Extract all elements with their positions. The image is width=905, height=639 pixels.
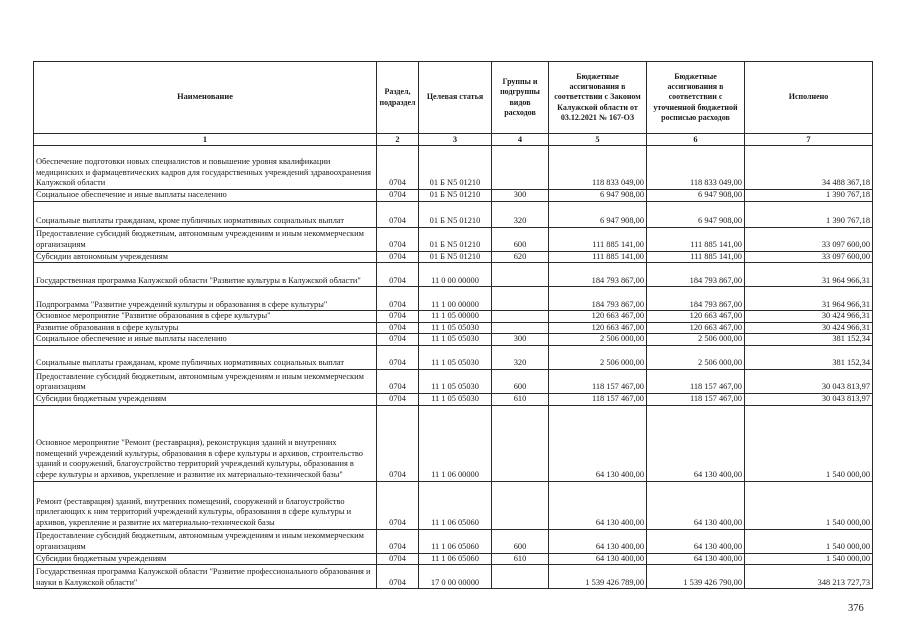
- row-group: 300: [492, 334, 549, 346]
- column-number: 4: [492, 134, 549, 146]
- row-target: 01 Б N5 01210: [419, 227, 492, 251]
- row-law: 64 130 400,00: [549, 405, 647, 481]
- row-target: 11 1 06 00000: [419, 405, 492, 481]
- row-section: 0704: [377, 190, 419, 202]
- budget-table: [33, 61, 873, 589]
- row-target: 11 1 05 05030: [419, 322, 492, 334]
- row-executed: 30 043 813,97: [745, 369, 873, 393]
- table-row: [34, 201, 873, 227]
- row-name: Государственная программа Калужской области "Развитие профессионального образования и науки в Калужской области": [34, 565, 377, 589]
- row-executed: 31 964 966,31: [745, 263, 873, 287]
- row-target: 11 1 05 05030: [419, 334, 492, 346]
- row-refined: 111 885 141,00: [647, 251, 745, 263]
- column-number: 1: [34, 134, 377, 146]
- row-section: 0704: [377, 322, 419, 334]
- row-name: Социальные выплаты гражданам, кроме публичных нормативных социальных выплат: [34, 201, 377, 227]
- row-target: 11 1 05 00000: [419, 311, 492, 323]
- row-target: 11 1 06 05060: [419, 553, 492, 565]
- header-target: Целевая статья: [419, 62, 492, 134]
- table-row: [34, 334, 873, 346]
- row-target: 17 0 00 00000: [419, 565, 492, 589]
- row-target: 11 1 06 05060: [419, 529, 492, 553]
- row-group: 600: [492, 529, 549, 553]
- row-law: 64 130 400,00: [549, 529, 647, 553]
- row-name: Субсидии бюджетным учреждениям: [34, 553, 377, 565]
- row-section: 0704: [377, 201, 419, 227]
- row-target: 11 1 05 05030: [419, 369, 492, 393]
- row-section: 0704: [377, 263, 419, 287]
- header-groups: Группы и подгруппы видов расходов: [492, 62, 549, 134]
- table-row: [34, 345, 873, 369]
- header-section: Раздел, подраздел: [377, 62, 419, 134]
- row-group: 320: [492, 345, 549, 369]
- row-name: Предоставление субсидий бюджетным, автономным учреждениям и иным некоммерческим организациям: [34, 529, 377, 553]
- row-section: 0704: [377, 334, 419, 346]
- row-executed: 348 213 727,73: [745, 565, 873, 589]
- row-group: 300: [492, 190, 549, 202]
- table-row: [34, 565, 873, 589]
- row-refined: 111 885 141,00: [647, 227, 745, 251]
- row-executed: 1 540 000,00: [745, 553, 873, 565]
- row-executed: 31 964 966,31: [745, 287, 873, 311]
- table-row: [34, 190, 873, 202]
- row-executed: 33 097 600,00: [745, 251, 873, 263]
- row-target: 11 1 00 00000: [419, 287, 492, 311]
- row-refined: 2 506 000,00: [647, 345, 745, 369]
- column-number: 2: [377, 134, 419, 146]
- row-executed: 1 540 000,00: [745, 529, 873, 553]
- row-group: [492, 322, 549, 334]
- row-group: [492, 287, 549, 311]
- row-executed: 1 390 767,18: [745, 190, 873, 202]
- row-section: 0704: [377, 529, 419, 553]
- row-group: 610: [492, 553, 549, 565]
- row-section: 0704: [377, 287, 419, 311]
- row-law: 120 663 467,00: [549, 322, 647, 334]
- table-row: [34, 311, 873, 323]
- column-number: 6: [647, 134, 745, 146]
- row-refined: 120 663 467,00: [647, 311, 745, 323]
- row-executed: 30 043 813,97: [745, 393, 873, 405]
- row-law: 111 885 141,00: [549, 251, 647, 263]
- row-refined: 64 130 400,00: [647, 481, 745, 529]
- row-name: Социальное обеспечение и иные выплаты населению: [34, 334, 377, 346]
- row-refined: 1 539 426 790,00: [647, 565, 745, 589]
- row-name: Предоставление субсидий бюджетным, автономным учреждениям и иным некоммерческим организациям: [34, 369, 377, 393]
- row-law: 64 130 400,00: [549, 481, 647, 529]
- header-row: [34, 62, 873, 134]
- row-refined: 184 793 867,00: [647, 287, 745, 311]
- row-name: Развитие образования в сфере культуры: [34, 322, 377, 334]
- row-executed: 30 424 966,31: [745, 322, 873, 334]
- row-refined: 2 506 000,00: [647, 334, 745, 346]
- table-row: [34, 287, 873, 311]
- row-law: 184 793 867,00: [549, 287, 647, 311]
- table-row: [34, 251, 873, 263]
- row-target: 11 1 05 05030: [419, 393, 492, 405]
- row-refined: 118 157 467,00: [647, 393, 745, 405]
- row-executed: 33 097 600,00: [745, 227, 873, 251]
- row-law: 2 506 000,00: [549, 334, 647, 346]
- row-target: 01 Б N5 01210: [419, 146, 492, 190]
- row-name: Социальные выплаты гражданам, кроме публичных нормативных социальных выплат: [34, 345, 377, 369]
- row-law: 6 947 908,00: [549, 190, 647, 202]
- header-refined: Бюджетные ассигнования в соответствии с уточненной бюджетной росписью расходов: [647, 62, 745, 134]
- row-name: Подпрограмма "Развитие учреждений культуры и образования в сфере культуры": [34, 287, 377, 311]
- row-executed: 30 424 966,31: [745, 311, 873, 323]
- row-section: 0704: [377, 251, 419, 263]
- row-target: 01 Б N5 01210: [419, 201, 492, 227]
- row-group: [492, 481, 549, 529]
- row-section: 0704: [377, 146, 419, 190]
- row-name: Основное мероприятие "Ремонт (реставрация), реконструкция зданий и внутренних помещений учреждений культуры, образования в сфере культуры и архивов, строительство зданий и сооружений, благоустройство территорий учреждений культуры, образования в сфере культуры и архивов, укрепление и развитие их материально-технической базы": [34, 405, 377, 481]
- row-section: 0704: [377, 553, 419, 565]
- row-name: Государственная программа Калужской области "Развитие культуры в Калужской области": [34, 263, 377, 287]
- page-number: 376: [848, 603, 864, 614]
- row-executed: 34 488 367,18: [745, 146, 873, 190]
- row-section: 0704: [377, 405, 419, 481]
- row-law: 120 663 467,00: [549, 311, 647, 323]
- row-law: 2 506 000,00: [549, 345, 647, 369]
- column-number: 5: [549, 134, 647, 146]
- row-refined: 118 833 049,00: [647, 146, 745, 190]
- row-law: 6 947 908,00: [549, 201, 647, 227]
- row-refined: 64 130 400,00: [647, 405, 745, 481]
- row-law: 1 539 426 789,00: [549, 565, 647, 589]
- row-name: Субсидии автономным учреждениям: [34, 251, 377, 263]
- row-law: 64 130 400,00: [549, 553, 647, 565]
- row-name: Предоставление субсидий бюджетным, автономным учреждениям и иным некоммерческим организациям: [34, 227, 377, 251]
- row-target: 11 1 06 05060: [419, 481, 492, 529]
- table-row: [34, 227, 873, 251]
- table-row: [34, 529, 873, 553]
- row-executed: 1 540 000,00: [745, 481, 873, 529]
- row-refined: 118 157 467,00: [647, 369, 745, 393]
- table-row: [34, 322, 873, 334]
- row-section: 0704: [377, 369, 419, 393]
- row-executed: 1 540 000,00: [745, 405, 873, 481]
- row-target: 11 0 00 00000: [419, 263, 492, 287]
- column-number: 3: [419, 134, 492, 146]
- row-refined: 120 663 467,00: [647, 322, 745, 334]
- table-row: [34, 263, 873, 287]
- row-target: 11 1 05 05030: [419, 345, 492, 369]
- row-law: 184 793 867,00: [549, 263, 647, 287]
- row-refined: 6 947 908,00: [647, 201, 745, 227]
- row-name: Основное мероприятие "Развитие образования в сфере культуры": [34, 311, 377, 323]
- table-row: [34, 393, 873, 405]
- row-law: 118 157 467,00: [549, 369, 647, 393]
- row-name: Обеспечение подготовки новых специалистов и повышение уровня квалификации медицинских и фармацевтических кадров для государственных учреждений здравоохранения Калужской области: [34, 146, 377, 190]
- row-name: Ремонт (реставрация) зданий, внутренних помещений, сооружений и благоустройство прилегающих к ним территорий учреждений культуры, образования в сфере культуры и архивов, укрепление и развитие их материально-технической базы: [34, 481, 377, 529]
- row-section: 0704: [377, 565, 419, 589]
- table-row: [34, 405, 873, 481]
- row-refined: 64 130 400,00: [647, 529, 745, 553]
- row-name: Социальное обеспечение и иные выплаты населению: [34, 190, 377, 202]
- row-section: 0704: [377, 481, 419, 529]
- row-group: [492, 311, 549, 323]
- table-row: [34, 481, 873, 529]
- row-group: 620: [492, 251, 549, 263]
- table-row: [34, 553, 873, 565]
- row-group: 610: [492, 393, 549, 405]
- row-law: 111 885 141,00: [549, 227, 647, 251]
- row-executed: 381 152,34: [745, 334, 873, 346]
- row-group: 320: [492, 201, 549, 227]
- row-section: 0704: [377, 345, 419, 369]
- row-group: [492, 565, 549, 589]
- row-group: 600: [492, 369, 549, 393]
- row-name: Субсидии бюджетным учреждениям: [34, 393, 377, 405]
- row-section: 0704: [377, 311, 419, 323]
- header-executed: Исполнено: [745, 62, 873, 134]
- row-executed: 381 152,34: [745, 345, 873, 369]
- row-group: 600: [492, 227, 549, 251]
- column-number-row: [34, 134, 873, 146]
- row-group: [492, 263, 549, 287]
- row-section: 0704: [377, 227, 419, 251]
- row-section: 0704: [377, 393, 419, 405]
- table-row: [34, 146, 873, 190]
- row-executed: 1 390 767,18: [745, 201, 873, 227]
- row-group: [492, 405, 549, 481]
- header-law: Бюджетные ассигнования в соответствии с Законом Калужской области от 03.12.2021 № 167-ОЗ: [549, 62, 647, 134]
- row-target: 01 Б N5 01210: [419, 251, 492, 263]
- row-group: [492, 146, 549, 190]
- row-refined: 6 947 908,00: [647, 190, 745, 202]
- table-row: [34, 369, 873, 393]
- column-number: 7: [745, 134, 873, 146]
- row-refined: 184 793 867,00: [647, 263, 745, 287]
- row-law: 118 157 467,00: [549, 393, 647, 405]
- row-refined: 64 130 400,00: [647, 553, 745, 565]
- header-name: Наименование: [34, 62, 377, 134]
- row-law: 118 833 049,00: [549, 146, 647, 190]
- row-target: 01 Б N5 01210: [419, 190, 492, 202]
